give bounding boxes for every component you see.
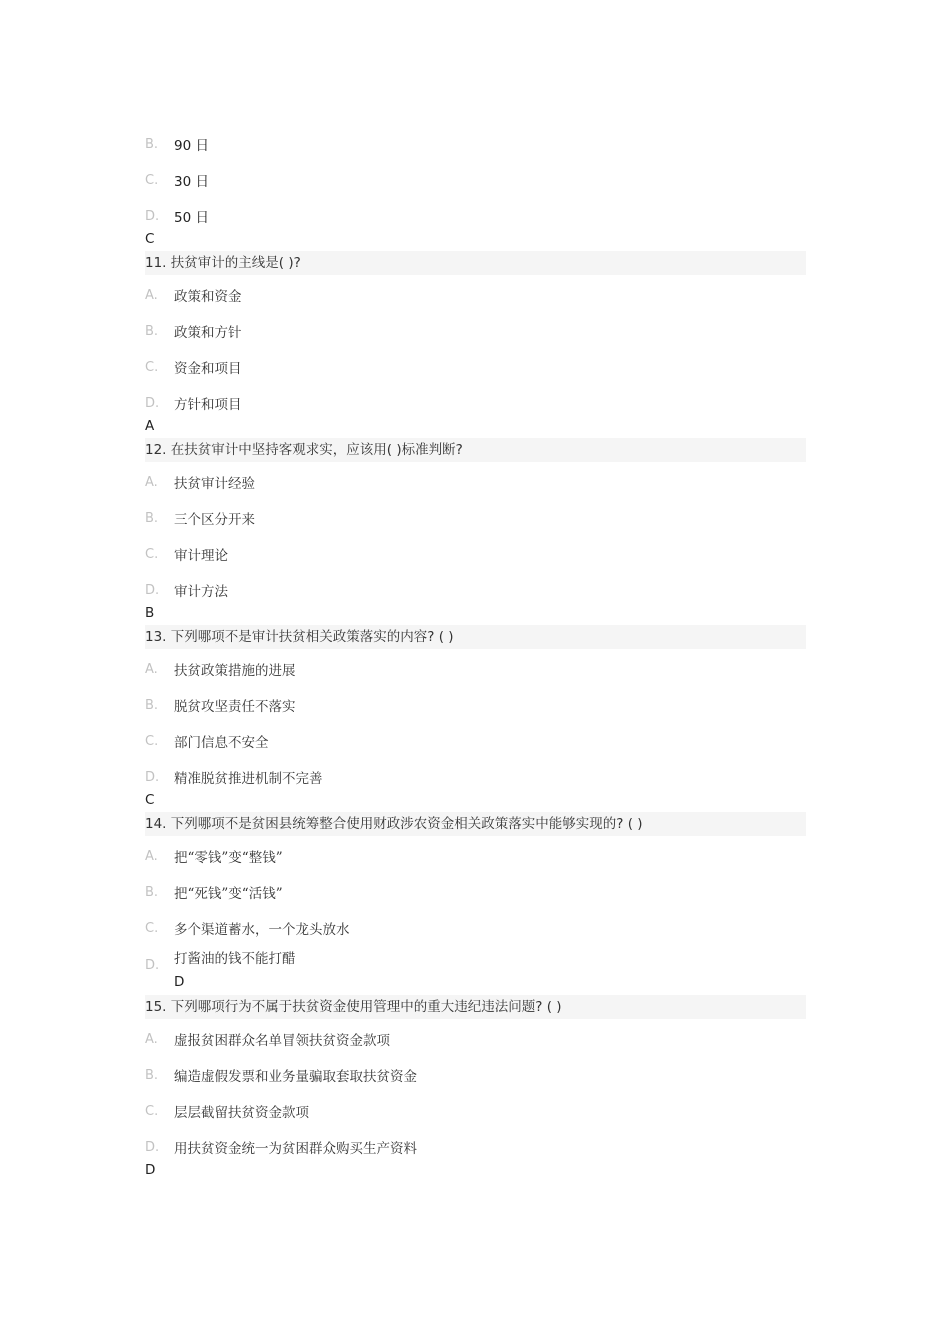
intro-block [145, 126, 806, 249]
option-text: 审计方法 [174, 584, 228, 600]
question-title: 14. 下列哪项不是贫困县统筹整合使用财政涉农资金相关政策落实中能够实现的? ( ) [145, 812, 806, 836]
option-text: 方针和项目 [174, 397, 242, 413]
option-c[interactable] [145, 910, 806, 946]
option-a[interactable] [145, 838, 806, 874]
answer-label: A [145, 418, 155, 434]
option-b[interactable] [145, 874, 806, 910]
option-text: 虚报贫困群众名单冒领扶贫资金款项 [174, 1033, 390, 1049]
option-letter: B. [145, 323, 159, 339]
question-title: 15. 下列哪项行为不属于扶贫资金使用管理中的重大违纪违法问题? ( ) [145, 995, 806, 1019]
option-text: 扶贫政策措施的进展 [174, 663, 296, 679]
option-text: 把“零钱”变“整钱” [174, 850, 283, 866]
answer-label: D [174, 974, 185, 990]
option-letter: C. [145, 1103, 159, 1119]
option-text: 用扶贫资金统一为贫困群众购买生产资料 [174, 1141, 417, 1157]
option-text: 90 日 [174, 138, 209, 154]
option-a[interactable] [145, 464, 806, 500]
option-c[interactable] [145, 536, 806, 572]
question-15 [145, 995, 806, 1180]
option-letter: B. [145, 884, 159, 900]
option-b[interactable] [145, 687, 806, 723]
option-letter: B. [145, 136, 159, 152]
answer-label: C [145, 792, 155, 808]
option-text: 政策和资金 [174, 289, 242, 305]
option-letter: D. [145, 1139, 160, 1155]
answer-label: D [145, 1162, 156, 1178]
question-14 [145, 812, 806, 992]
option-text: 三个区分开来 [174, 512, 255, 528]
option-letter: B. [145, 697, 159, 713]
option-text: 政策和方针 [174, 325, 242, 341]
option-b[interactable] [145, 313, 806, 349]
option-text: 精准脱贫推进机制不完善 [174, 771, 323, 787]
option-c[interactable] [145, 723, 806, 759]
option-letter: D. [145, 582, 160, 598]
option-b[interactable] [145, 1057, 806, 1093]
option-letter: C. [145, 172, 159, 188]
option-text: 打酱油的钱不能打醋 [174, 951, 296, 967]
option-c[interactable] [145, 162, 806, 198]
option-letter: A. [145, 287, 158, 303]
option-a[interactable] [145, 651, 806, 687]
answer-label: B [145, 605, 155, 621]
option-text: 审计理论 [174, 548, 228, 564]
option-letter: B. [145, 1067, 159, 1083]
option-text: 编造虚假发票和业务量骗取套取扶贫资金 [174, 1069, 417, 1085]
option-letter: A. [145, 474, 158, 490]
option-letter: D. [145, 395, 160, 411]
option-text: 层层截留扶贫资金款项 [174, 1105, 309, 1121]
option-text: 扶贫审计经验 [174, 476, 255, 492]
answer-label: C [145, 231, 155, 247]
question-title: 13. 下列哪项不是审计扶贫相关政策落实的内容? ( ) [145, 625, 806, 649]
option-text: 把“死钱”变“活钱” [174, 886, 283, 902]
option-letter: A. [145, 848, 158, 864]
option-text: 50 日 [174, 210, 209, 226]
option-a[interactable] [145, 277, 806, 313]
question-title: 11. 扶贫审计的主线是( )? [145, 251, 806, 275]
option-letter: A. [145, 1031, 158, 1047]
question-title: 12. 在扶贫审计中坚持客观求实，应该用( )标准判断? [145, 438, 806, 462]
option-c[interactable] [145, 349, 806, 385]
option-letter: A. [145, 661, 158, 677]
option-b[interactable] [145, 126, 806, 162]
option-letter: D. [145, 769, 160, 785]
option-letter: D. [145, 957, 160, 973]
question-11 [145, 251, 806, 436]
question-12 [145, 438, 806, 623]
option-letter: C. [145, 733, 159, 749]
option-a[interactable] [145, 1021, 806, 1057]
option-text: 多个渠道蓄水，一个龙头放水 [174, 922, 350, 938]
option-letter: C. [145, 920, 159, 936]
option-text: 部门信息不安全 [174, 735, 269, 751]
option-text: 资金和项目 [174, 361, 242, 377]
option-letter: B. [145, 510, 159, 526]
option-text: 脱贫攻坚责任不落实 [174, 699, 296, 715]
option-letter: D. [145, 208, 160, 224]
option-b[interactable] [145, 500, 806, 536]
option-c[interactable] [145, 1093, 806, 1129]
option-text: 30 日 [174, 174, 209, 190]
quiz-page [145, 126, 806, 1182]
question-13 [145, 625, 806, 810]
option-letter: C. [145, 546, 159, 562]
option-letter: C. [145, 359, 159, 375]
